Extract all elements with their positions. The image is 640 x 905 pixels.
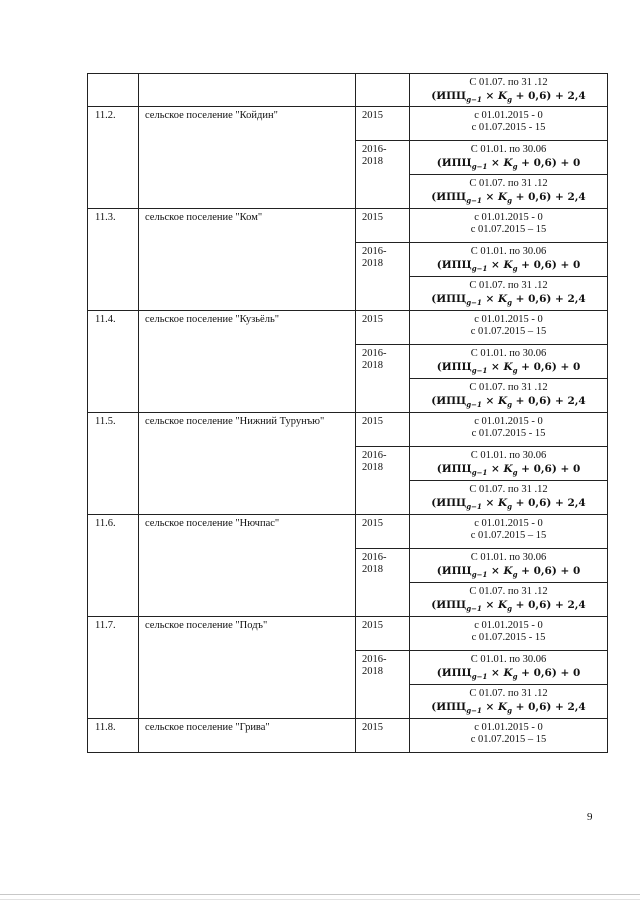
num-cell (88, 107, 139, 209)
row-number: 11.2. (95, 110, 116, 121)
year-cell (356, 209, 410, 243)
formula-text: $(ИПЦ_{g-1} \times K_g + 0,6) + 2,4$ (431, 395, 586, 409)
num-cell (88, 617, 139, 719)
formula-text: $(ИПЦ_{g-1} \times K_g + 0,6) + 2,4$ (431, 599, 586, 613)
tariff-cell-2015 (410, 209, 608, 243)
tariff-2015-line: с 01.01.2015 - 0 (474, 212, 543, 223)
num-cell (88, 515, 139, 617)
table-row (88, 413, 608, 447)
num-cell (88, 413, 139, 515)
tariff-cell-h2 (410, 277, 608, 311)
year-2015: 2015 (362, 620, 383, 631)
tariff-2015-line: с 01.07.2015 - 15 (471, 632, 546, 643)
table-row (88, 209, 608, 243)
tariff-cell-2015 (410, 515, 608, 549)
period-text: С 01.07. по 31 .12 (469, 382, 548, 393)
year-range: 2016- 2018 (362, 450, 387, 473)
year-range-cell (356, 549, 410, 617)
formula-text: $(ИПЦ_{g-1} \times K_g + 0,6) + 0$ (436, 259, 581, 273)
year-2015: 2015 (362, 110, 383, 121)
tariff-cell-h1 (410, 651, 608, 685)
table-row (88, 107, 608, 141)
table-row (88, 311, 608, 345)
tariff-2015-line: с 01.01.2015 - 0 (474, 518, 543, 529)
year-range-cell (356, 651, 410, 719)
period-text: С 01.01. по 30.06 (470, 144, 547, 155)
period-text: С 01.07. по 31 .12 (469, 688, 548, 699)
name-cell (139, 74, 356, 107)
formula-text: $(ИПЦ_{g-1} \times K_g + 0,6) + 0$ (436, 157, 581, 171)
tariff-2015-line: с 01.01.2015 - 0 (474, 416, 543, 427)
formula-text: $(ИПЦ_{g-1} \times K_g + 0,6) + 2,4$ (431, 90, 586, 104)
name-cell (139, 617, 356, 719)
tariff-2015-line: с 01.07.2015 - 15 (471, 122, 546, 133)
year-range: 2016- 2018 (362, 144, 387, 167)
settlement-name: сельское поселение "Кузьёль" (145, 314, 280, 325)
tariff-2015-line: с 01.01.2015 - 0 (474, 314, 543, 325)
row-number: 11.3. (95, 212, 116, 223)
tariff-cell-h2 (410, 379, 608, 413)
formula-text: $(ИПЦ_{g-1} \times K_g + 0,6) + 0$ (436, 667, 581, 681)
num-cell (88, 719, 139, 753)
name-cell (139, 413, 356, 515)
tariff-cell-h2 (410, 175, 608, 209)
tariff-cell-h2 (410, 481, 608, 515)
year-2015: 2015 (362, 416, 383, 427)
year-cell (356, 719, 410, 753)
settlement-name: сельское поселение "Нижний Турунъю" (145, 416, 325, 427)
table-row (88, 515, 608, 549)
tariff-cell-2015 (410, 719, 608, 753)
tariff-table (87, 73, 608, 753)
name-cell (139, 311, 356, 413)
num-cell (88, 74, 139, 107)
year-2015: 2015 (362, 518, 383, 529)
year-range: 2016- 2018 (362, 348, 387, 371)
settlement-name: сельское поселение "Ком" (145, 212, 263, 223)
year-2015: 2015 (362, 722, 383, 733)
period-text: С 01.07. по 31 .12 (469, 280, 548, 291)
year-cell (356, 617, 410, 651)
table-row (88, 719, 608, 753)
tariff-cell-2015 (410, 107, 608, 141)
tariff-2015-line: с 01.07.2015 – 15 (470, 224, 547, 235)
num-cell (88, 311, 139, 413)
period-text: С 01.01. по 30.06 (470, 450, 547, 461)
page-number: 9 (587, 811, 593, 823)
formula-text: $(ИПЦ_{g-1} \times K_g + 0,6) + 2,4$ (431, 191, 586, 205)
row-number: 11.5. (95, 416, 116, 427)
row-number: 11.8. (95, 722, 116, 733)
num-cell (88, 209, 139, 311)
tariff-cell-h1 (410, 243, 608, 277)
settlement-name: сельское поселение "Грива" (145, 722, 270, 733)
year-2015: 2015 (362, 314, 383, 325)
scan-edge-line (0, 899, 640, 900)
tariff-cell-2015 (410, 413, 608, 447)
year-range-cell (356, 243, 410, 311)
name-cell (139, 515, 356, 617)
period-text: С 01.07. по 31 .12 (469, 178, 548, 189)
row-number: 11.7. (95, 620, 116, 631)
period-text: С 01.01. по 30.06 (470, 246, 547, 257)
tariff-cell-2015 (410, 617, 608, 651)
name-cell (139, 209, 356, 311)
formula-text: $(ИПЦ_{g-1} \times K_g + 0,6) + 0$ (436, 565, 581, 579)
tariff-cell-h1 (410, 345, 608, 379)
tariff-2015-line: с 01.07.2015 – 15 (470, 734, 547, 745)
tariff-cell-2015 (410, 311, 608, 345)
formula-text: $(ИПЦ_{g-1} \times K_g + 0,6) + 0$ (436, 361, 581, 375)
period-text: С 01.01. по 30.06 (470, 654, 547, 665)
year-range: 2016- 2018 (362, 654, 387, 677)
period-text: С 01.01. по 30.06 (470, 552, 547, 563)
tariff-cell-h2 (410, 74, 608, 107)
tariff-2015-line: с 01.07.2015 – 15 (470, 326, 547, 337)
year-2015: 2015 (362, 212, 383, 223)
table-row-continuation (88, 74, 608, 107)
tariff-2015-line: с 01.01.2015 - 0 (474, 620, 543, 631)
name-cell (139, 107, 356, 209)
tariff-2015-line: с 01.01.2015 - 0 (474, 110, 543, 121)
row-number: 11.6. (95, 518, 116, 529)
year-range-cell (356, 345, 410, 413)
scan-edge-line (0, 894, 640, 895)
period-text: С 01.01. по 30.06 (470, 348, 547, 359)
tariff-cell-h2 (410, 685, 608, 719)
table-row (88, 617, 608, 651)
period-text: С 01.07. по 31 .12 (469, 586, 548, 597)
tariff-cell-h1 (410, 447, 608, 481)
formula-text: $(ИПЦ_{g-1} \times K_g + 0,6) + 2,4$ (431, 293, 586, 307)
tariff-cell-h2 (410, 583, 608, 617)
tariff-cell-h1 (410, 141, 608, 175)
tariff-2015-line: с 01.07.2015 - 15 (471, 428, 546, 439)
period-text: С 01.07. по 31 .12 (469, 77, 548, 88)
year-range: 2016- 2018 (362, 552, 387, 575)
formula-text: $(ИПЦ_{g-1} \times K_g + 0,6) + 0$ (436, 463, 581, 477)
tariff-table-body (88, 74, 608, 753)
year-cell (356, 515, 410, 549)
formula-text: $(ИПЦ_{g-1} \times K_g + 0,6) + 2,4$ (431, 497, 586, 511)
settlement-name: сельское поселение "Нючпас" (145, 518, 280, 529)
settlement-name: сельское поселение "Койдин" (145, 110, 278, 121)
settlement-name: сельское поселение "Подъ" (145, 620, 268, 631)
year-range-cell (356, 141, 410, 209)
year-range: 2016- 2018 (362, 246, 387, 269)
formula-text: $(ИПЦ_{g-1} \times K_g + 0,6) + 2,4$ (431, 701, 586, 715)
tariff-cell-h1 (410, 549, 608, 583)
name-cell (139, 719, 356, 753)
year-cell (356, 311, 410, 345)
row-number: 11.4. (95, 314, 116, 325)
year-cell (356, 413, 410, 447)
tariff-2015-line: с 01.01.2015 - 0 (474, 722, 543, 733)
year-cell (356, 107, 410, 141)
year-cell (356, 74, 410, 107)
tariff-2015-line: с 01.07.2015 – 15 (470, 530, 547, 541)
period-text: С 01.07. по 31 .12 (469, 484, 548, 495)
year-range-cell (356, 447, 410, 515)
